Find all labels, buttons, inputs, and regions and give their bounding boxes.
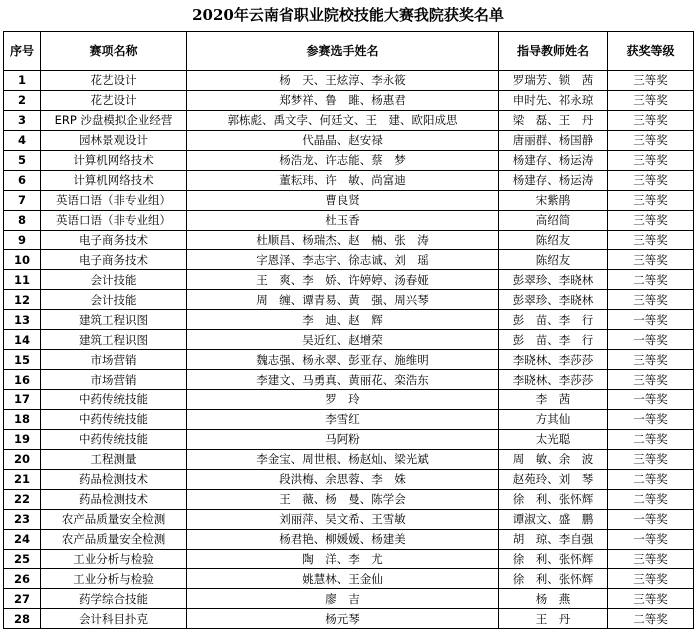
cell-teachers: 杨建存、杨运涛 — [499, 170, 608, 190]
cell-event: 工业分析与检验 — [41, 549, 187, 569]
cell-no: 26 — [4, 569, 41, 589]
cell-event: 药品检测技术 — [41, 469, 187, 489]
table-row — [4, 230, 694, 250]
cell-award: 二等奖 — [608, 270, 694, 290]
cell-contestants: 郑梦祥、鲁 雎、杨惠君 — [187, 90, 499, 110]
cell-award: 三等奖 — [608, 130, 694, 150]
table-row — [4, 609, 694, 629]
cell-award: 三等奖 — [608, 589, 694, 609]
cell-award: 三等奖 — [608, 71, 694, 91]
cell-award: 三等奖 — [608, 170, 694, 190]
cell-teachers: 陈绍友 — [499, 230, 608, 250]
table-row — [4, 370, 694, 390]
cell-teachers: 胡 琼、李自强 — [499, 529, 608, 549]
cell-contestants: 董耘玮、许 敏、尚富迪 — [187, 170, 499, 190]
table-row — [4, 330, 694, 350]
cell-event: 工业分析与检验 — [41, 569, 187, 589]
table-row — [4, 409, 694, 429]
cell-event: 花艺设计 — [41, 71, 187, 91]
cell-teachers: 彭 苗、李 行 — [499, 330, 608, 350]
cell-award: 一等奖 — [608, 409, 694, 429]
table-row — [4, 290, 694, 310]
cell-no: 2 — [4, 90, 41, 110]
cell-teachers: 赵苑玲、刘 琴 — [499, 469, 608, 489]
cell-event: 计算机网络技术 — [41, 150, 187, 170]
cell-teachers: 杨建存、杨运涛 — [499, 150, 608, 170]
cell-contestants: 杨 天、王炫淳、李永筱 — [187, 71, 499, 91]
cell-award: 一等奖 — [608, 509, 694, 529]
cell-contestants: 马阿粉 — [187, 429, 499, 449]
cell-no: 4 — [4, 130, 41, 150]
cell-no: 14 — [4, 330, 41, 350]
cell-event: 农产品质量安全检测 — [41, 509, 187, 529]
cell-event: 市场营销 — [41, 370, 187, 390]
cell-award: 三等奖 — [608, 250, 694, 270]
cell-teachers: 彭翠珍、李晓林 — [499, 290, 608, 310]
header-event: 赛项名称 — [41, 32, 187, 71]
table-row — [4, 110, 694, 130]
cell-contestants: 杨元琴 — [187, 609, 499, 629]
cell-no: 10 — [4, 250, 41, 270]
cell-contestants: 郭栋彪、禹文孛、何廷文、王 建、欧阳成思 — [187, 110, 499, 130]
table-row — [4, 449, 694, 469]
header-teachers: 指导教师姓名 — [499, 32, 608, 71]
table-row — [4, 469, 694, 489]
table-row — [4, 71, 694, 91]
cell-award: 三等奖 — [608, 449, 694, 469]
cell-event: 建筑工程识图 — [41, 330, 187, 350]
cell-contestants: 罗 玲 — [187, 390, 499, 410]
cell-contestants: 刘丽萍、吴文希、王雪敏 — [187, 509, 499, 529]
cell-teachers: 杨 燕 — [499, 589, 608, 609]
cell-no: 21 — [4, 469, 41, 489]
cell-teachers: 徐 利、张怀辉 — [499, 569, 608, 589]
cell-contestants: 陶 洋、李 尤 — [187, 549, 499, 569]
cell-teachers: 李晓林、李莎莎 — [499, 370, 608, 390]
cell-no: 1 — [4, 71, 41, 91]
cell-event: 工程测量 — [41, 449, 187, 469]
cell-award: 三等奖 — [608, 549, 694, 569]
cell-no: 6 — [4, 170, 41, 190]
cell-no: 11 — [4, 270, 41, 290]
table-row — [4, 90, 694, 110]
table-row — [4, 589, 694, 609]
cell-no: 24 — [4, 529, 41, 549]
cell-contestants: 代晶晶、赵安禄 — [187, 130, 499, 150]
cell-contestants: 李金宝、周世根、杨赵灿、梁光斌 — [187, 449, 499, 469]
cell-award: 三等奖 — [608, 190, 694, 210]
cell-contestants: 曹良贤 — [187, 190, 499, 210]
cell-no: 8 — [4, 210, 41, 230]
cell-teachers: 太光聪 — [499, 429, 608, 449]
cell-teachers: 李 茜 — [499, 390, 608, 410]
table-header-row — [4, 32, 694, 71]
cell-no: 17 — [4, 390, 41, 410]
cell-teachers: 高绍简 — [499, 210, 608, 230]
cell-event: 药学综合技能 — [41, 589, 187, 609]
table-row — [4, 190, 694, 210]
table-row — [4, 390, 694, 410]
cell-teachers: 徐 利、张怀辉 — [499, 489, 608, 509]
cell-no: 28 — [4, 609, 41, 629]
cell-contestants: 魏志强、杨永翠、彭亚存、施维明 — [187, 350, 499, 370]
table-row — [4, 150, 694, 170]
cell-event: ERP 沙盘模拟企业经营 — [41, 110, 187, 130]
cell-teachers: 罗瑞芳、锁 茜 — [499, 71, 608, 91]
table-row — [4, 170, 694, 190]
cell-no: 5 — [4, 150, 41, 170]
cell-teachers: 梁 磊、王 丹 — [499, 110, 608, 130]
cell-event: 电子商务技术 — [41, 230, 187, 250]
cell-event: 英语口语（非专业组） — [41, 210, 187, 230]
cell-contestants: 姚慧林、王金仙 — [187, 569, 499, 589]
cell-no: 18 — [4, 409, 41, 429]
table-row — [4, 270, 694, 290]
cell-event: 会计技能 — [41, 270, 187, 290]
cell-no: 12 — [4, 290, 41, 310]
cell-no: 23 — [4, 509, 41, 529]
table-row — [4, 509, 694, 529]
cell-event: 英语口语（非专业组） — [41, 190, 187, 210]
cell-contestants: 李雪红 — [187, 409, 499, 429]
cell-award: 二等奖 — [608, 469, 694, 489]
cell-no: 22 — [4, 489, 41, 509]
cell-no: 16 — [4, 370, 41, 390]
cell-no: 19 — [4, 429, 41, 449]
header-contestants: 参赛选手姓名 — [187, 32, 499, 71]
cell-award: 一等奖 — [608, 390, 694, 410]
cell-contestants: 李建文、马勇真、黄丽花、栾浩东 — [187, 370, 499, 390]
cell-teachers: 谭淑文、盛 鹏 — [499, 509, 608, 529]
cell-award: 二等奖 — [608, 609, 694, 629]
cell-no: 25 — [4, 549, 41, 569]
cell-no: 13 — [4, 310, 41, 330]
cell-award: 三等奖 — [608, 210, 694, 230]
table-row — [4, 529, 694, 549]
cell-no: 3 — [4, 110, 41, 130]
cell-contestants: 杨浩龙、许志能、蔡 梦 — [187, 150, 499, 170]
cell-event: 市场营销 — [41, 350, 187, 370]
cell-teachers: 陈绍友 — [499, 250, 608, 270]
cell-teachers: 彭 苗、李 行 — [499, 310, 608, 330]
cell-award: 一等奖 — [608, 529, 694, 549]
cell-event: 农产品质量安全检测 — [41, 529, 187, 549]
cell-award: 三等奖 — [608, 290, 694, 310]
cell-contestants: 杨君艳、柳媛媛、杨建美 — [187, 529, 499, 549]
cell-event: 中药传统技能 — [41, 390, 187, 410]
header-no: 序号 — [4, 32, 41, 71]
table-row — [4, 210, 694, 230]
cell-award: 三等奖 — [608, 110, 694, 130]
cell-event: 会计技能 — [41, 290, 187, 310]
cell-event: 园林景观设计 — [41, 130, 187, 150]
cell-teachers: 宋紫鹃 — [499, 190, 608, 210]
table-row — [4, 350, 694, 370]
cell-contestants: 周 缠、谭青易、黄 强、周兴琴 — [187, 290, 499, 310]
table-row — [4, 250, 694, 270]
cell-award: 二等奖 — [608, 429, 694, 449]
cell-award: 三等奖 — [608, 569, 694, 589]
cell-award: 三等奖 — [608, 350, 694, 370]
cell-contestants: 廖 吉 — [187, 589, 499, 609]
cell-event: 计算机网络技术 — [41, 170, 187, 190]
cell-event: 电子商务技术 — [41, 250, 187, 270]
cell-teachers: 周 敏、余 波 — [499, 449, 608, 469]
cell-no: 7 — [4, 190, 41, 210]
cell-teachers: 方其仙 — [499, 409, 608, 429]
table-row — [4, 549, 694, 569]
cell-contestants: 杜顺昌、杨瑞杰、赵 楠、张 涛 — [187, 230, 499, 250]
page-title: 2020年云南省职业院校技能大赛我院获奖名单 — [192, 6, 504, 24]
cell-event: 建筑工程识图 — [41, 310, 187, 330]
cell-teachers: 唐丽群、杨国静 — [499, 130, 608, 150]
cell-contestants: 李 迪、赵 辉 — [187, 310, 499, 330]
table-row — [4, 310, 694, 330]
cell-teachers: 李晓林、李莎莎 — [499, 350, 608, 370]
cell-teachers: 彭翠珍、李晓林 — [499, 270, 608, 290]
table-row — [4, 489, 694, 509]
cell-contestants: 王 薇、杨 曼、陈学会 — [187, 489, 499, 509]
cell-award: 三等奖 — [608, 230, 694, 250]
cell-contestants: 段洪梅、余思蓉、李 姝 — [187, 469, 499, 489]
cell-event: 药品检测技术 — [41, 489, 187, 509]
cell-award: 三等奖 — [608, 150, 694, 170]
award-table — [3, 31, 694, 629]
cell-teachers: 王 丹 — [499, 609, 608, 629]
cell-award: 一等奖 — [608, 330, 694, 350]
table-row — [4, 130, 694, 150]
cell-award: 一等奖 — [608, 310, 694, 330]
cell-contestants: 字恩泽、李志宇、徐志诚、刘 瑶 — [187, 250, 499, 270]
cell-contestants: 吴近红、赵增荣 — [187, 330, 499, 350]
cell-event: 中药传统技能 — [41, 429, 187, 449]
cell-event: 中药传统技能 — [41, 409, 187, 429]
cell-event: 花艺设计 — [41, 90, 187, 110]
cell-contestants: 杜玉香 — [187, 210, 499, 230]
table-row — [4, 569, 694, 589]
cell-award: 三等奖 — [608, 90, 694, 110]
cell-no: 15 — [4, 350, 41, 370]
cell-teachers: 徐 利、张怀辉 — [499, 549, 608, 569]
cell-teachers: 申时先、祁永琼 — [499, 90, 608, 110]
cell-no: 27 — [4, 589, 41, 609]
header-award: 获奖等级 — [608, 32, 694, 71]
table-row — [4, 429, 694, 449]
cell-no: 9 — [4, 230, 41, 250]
cell-award: 二等奖 — [608, 489, 694, 509]
cell-award: 三等奖 — [608, 370, 694, 390]
cell-event: 会计科目扑克 — [41, 609, 187, 629]
cell-contestants: 王 爽、李 娇、许婷婷、汤春娅 — [187, 270, 499, 290]
cell-no: 20 — [4, 449, 41, 469]
